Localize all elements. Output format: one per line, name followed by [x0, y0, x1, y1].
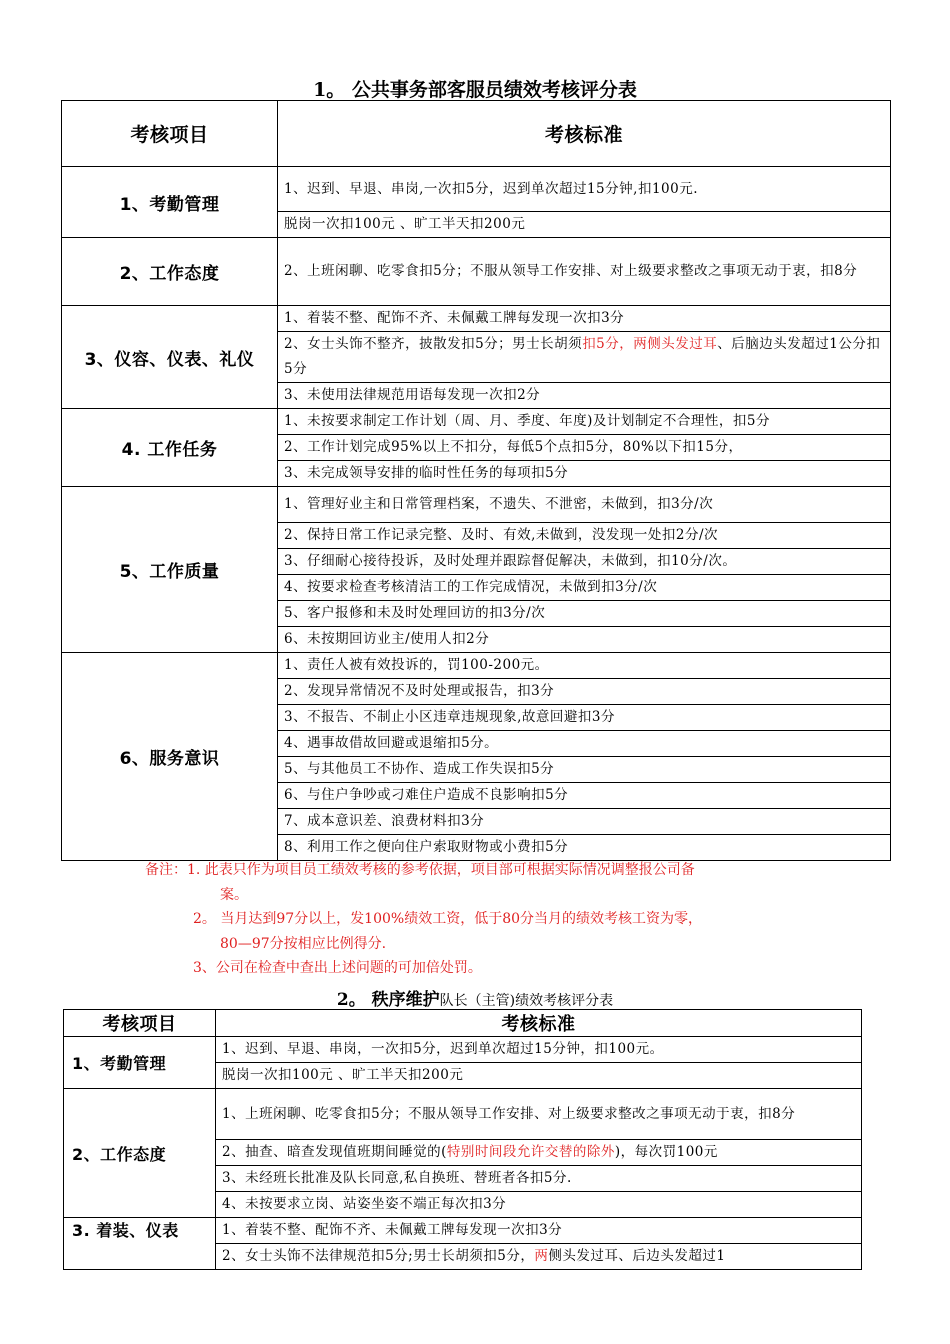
table-cell: 3、未完成领导安排的临时性任务的每项扣5分: [278, 461, 891, 487]
table-cell: 脱岗一次扣100元 、旷工半天扣200元: [278, 212, 891, 238]
table1-item-tasks: 4. 工作任务: [62, 409, 278, 487]
table-cell: 1、迟到、早退、串岗,一次扣5分，迟到单次超过15分钟,扣100元.: [278, 167, 891, 212]
notes: [145, 858, 845, 981]
note-1: 1. 此表只作为项目员工绩效考核的参考依据，项目部可根据实际情况调整报公司备: [187, 862, 695, 878]
cell-text: 2、抽查、暗查发现值班期间睡觉的(: [222, 1144, 447, 1160]
note-1-cont: 案。: [220, 886, 248, 903]
table1-item-attitude: 2、工作态度: [62, 238, 278, 306]
table-cell: 1、管理好业主和日常管理档案，不遗失、不泄密，未做到，扣3分/次: [278, 487, 891, 523]
cell-text: 侧头发过耳、后边头发超过1: [548, 1248, 726, 1264]
table1-title: 1。 公共事务部客服员绩效考核评分表: [313, 79, 637, 101]
table1-header-item: 考核项目: [62, 101, 278, 167]
table-cell: 8、利用工作之便向住户索取财物或小费扣5分: [278, 835, 891, 861]
table-cell: 3、未使用法律规范用语每发现一次扣2分: [278, 383, 891, 409]
table2-item-appearance: 3. 着装、仪表: [64, 1218, 216, 1270]
highlight-text: 两: [534, 1248, 549, 1264]
table2-header-item: 考核项目: [64, 1010, 216, 1037]
table-cell: 2、上班闲聊、吃零食扣5分；不服从领导工作安排、对上级要求整改之事项无动于衷，扣8分: [278, 238, 891, 306]
table-cell: 2、工作计划完成95%以上不扣分，每低5个点扣5分，80%以下扣15分，: [278, 435, 891, 461]
table-cell: 2、发现异常情况不及时处理或报告，扣3分: [278, 679, 891, 705]
cell-text: 、后脑边头发超过1公分扣5分: [284, 336, 881, 377]
table-cell: [216, 1244, 862, 1270]
table-cell: 3、未经班长批准及队长同意,私自换班、替班者各扣5分.: [216, 1166, 862, 1192]
table1-item-service: 6、服务意识: [62, 653, 278, 861]
table-cell: 1、上班闲聊、吃零食扣5分；不服从领导工作安排、对上级要求整改之事项无动于衷，扣8分: [216, 1089, 862, 1140]
table-cell: 3、仔细耐心接待投诉，及时处理并跟踪督促解决，未做到，扣10分/次。: [278, 549, 891, 575]
table-cell: 4、遇事故借故回避或退缩扣5分。: [278, 731, 891, 757]
table-cell: 1、责任人被有效投诉的，罚100-200元。: [278, 653, 891, 679]
table-cell: 4、按要求检查考核清洁工的工作完成情况，未做到扣3分/次: [278, 575, 891, 601]
table-cell: 1、着装不整、配饰不齐、未佩戴工牌每发现一次扣3分: [216, 1218, 862, 1244]
table1-header-standard: 考核标准: [278, 101, 891, 167]
highlight-text: 特别时间段允许交替的除外: [446, 1144, 615, 1160]
table-cell: 3、不报告、不制止小区违章违规现象,故意回避扣3分: [278, 705, 891, 731]
table-cell: 1、着装不整、配饰不齐、未佩戴工牌每发现一次扣3分: [278, 306, 891, 332]
cell-text: 2、女士头饰不法律规范扣5分;男士长胡须扣5分，: [222, 1248, 535, 1264]
table2: [63, 1009, 862, 1270]
notes-label: 备注：: [145, 862, 187, 878]
table2-title-rest: 队长（主管)绩效考核评分表: [439, 993, 614, 1009]
table-cell: 5、与其他员工不协作、造成工作失误扣5分: [278, 757, 891, 783]
table-cell: 4、未按要求立岗、站姿坐姿不端正每次扣3分: [216, 1192, 862, 1218]
table-cell: 7、成本意识差、浪费材料扣3分: [278, 809, 891, 835]
table2-item-attendance: 1、考勤管理: [64, 1037, 216, 1089]
highlight-text: 扣5分，两侧头发过耳: [582, 336, 718, 352]
table-cell: [278, 332, 891, 383]
cell-text: )，每次罚100元: [614, 1144, 718, 1160]
table-cell: 脱岗一次扣100元 、旷工半天扣200元: [216, 1063, 862, 1089]
table-cell: 6、与住户争吵或刁难住户造成不良影响扣5分: [278, 783, 891, 809]
table2-title-bold: 2。 秩序维护: [336, 990, 440, 1010]
table-cell: 6、未按期回访业主/使用人扣2分: [278, 627, 891, 653]
table1-item-attendance: 1、考勤管理: [62, 167, 278, 238]
table2-item-attitude: 2、工作态度: [64, 1089, 216, 1218]
table2-title: [60, 985, 890, 1010]
note-3: 3、公司在检查中查出上述问题的可加倍处罚。: [193, 960, 482, 976]
table1-item-quality: 5、工作质量: [62, 487, 278, 653]
table-cell: 1、迟到、早退、串岗，一次扣5分，迟到单次超过15分钟，扣100元。: [216, 1037, 862, 1063]
table-cell: 5、客户报修和未及时处理回访的扣3分/次: [278, 601, 891, 627]
note-2-cont: 80—97分按相应比例得分.: [220, 935, 387, 952]
table-cell: 1、未按要求制定工作计划（周、月、季度、年度)及计划制定不合理性，扣5分: [278, 409, 891, 435]
table1-item-appearance: 3、仪容、仪表、礼仪: [62, 306, 278, 409]
table-cell: [216, 1140, 862, 1166]
table-cell: 2、保持日常工作记录完整、及时、有效,未做到，没发现一处扣2分/次: [278, 523, 891, 549]
cell-text: 2、女士头饰不整齐，披散发扣5分；男士长胡须: [284, 336, 583, 352]
table2-header-standard: 考核标准: [216, 1010, 862, 1037]
table1: [61, 100, 891, 861]
note-2: 2。 当月达到97分以上，发100%绩效工资，低于80分当月的绩效考核工资为零，: [193, 911, 703, 927]
